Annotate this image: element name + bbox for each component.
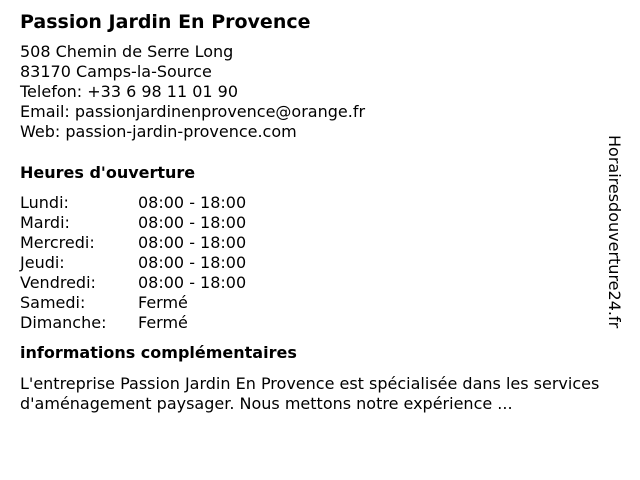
hours-value: 08:00 - 18:00 <box>138 273 247 292</box>
additional-info-heading: informations complémentaires <box>20 343 297 362</box>
day-label: Mercredi: <box>20 233 95 252</box>
day-label: Lundi: <box>20 193 69 212</box>
hours-row-tuesday <box>20 213 610 233</box>
opening-hours-table <box>20 193 610 333</box>
hours-value: 08:00 - 18:00 <box>138 213 247 232</box>
street-address: 508 Chemin de Serre Long <box>20 42 234 61</box>
website-link[interactable]: Web: passion-jardin-provence.com <box>20 122 297 141</box>
day-label: Dimanche: <box>20 313 107 332</box>
hours-value: 08:00 - 18:00 <box>138 253 247 272</box>
city-address: 83170 Camps-la-Source <box>20 62 212 81</box>
opening-hours-heading: Heures d'ouverture <box>20 163 196 182</box>
hours-row-friday <box>20 273 610 293</box>
hours-value: Fermé <box>138 313 188 332</box>
hours-value: Fermé <box>138 293 188 312</box>
business-description: L'entreprise Passion Jardin En Provence est spécialisée dans les services d'aménagement paysager. Nous mettons notre expérience ... <box>20 374 600 413</box>
side-brand-watermark: Horairesdouverture24.fr <box>605 135 624 329</box>
hours-value: 08:00 - 18:00 <box>138 193 247 212</box>
day-label: Jeudi: <box>20 253 65 272</box>
address-block <box>20 42 610 142</box>
phone-number[interactable]: Telefon: +33 6 98 11 01 90 <box>20 82 239 101</box>
business-card <box>20 10 610 414</box>
day-label: Samedi: <box>20 293 86 312</box>
hours-row-sunday <box>20 313 610 333</box>
day-label: Vendredi: <box>20 273 96 292</box>
hours-row-saturday <box>20 293 610 313</box>
hours-row-wednesday <box>20 233 610 253</box>
hours-row-thursday <box>20 253 610 273</box>
hours-row-monday <box>20 193 610 213</box>
day-label: Mardi: <box>20 213 70 232</box>
hours-value: 08:00 - 18:00 <box>138 233 247 252</box>
email-address[interactable]: Email: passionjardinenprovence@orange.fr <box>20 102 366 121</box>
business-name: Passion Jardin En Provence <box>20 11 311 33</box>
